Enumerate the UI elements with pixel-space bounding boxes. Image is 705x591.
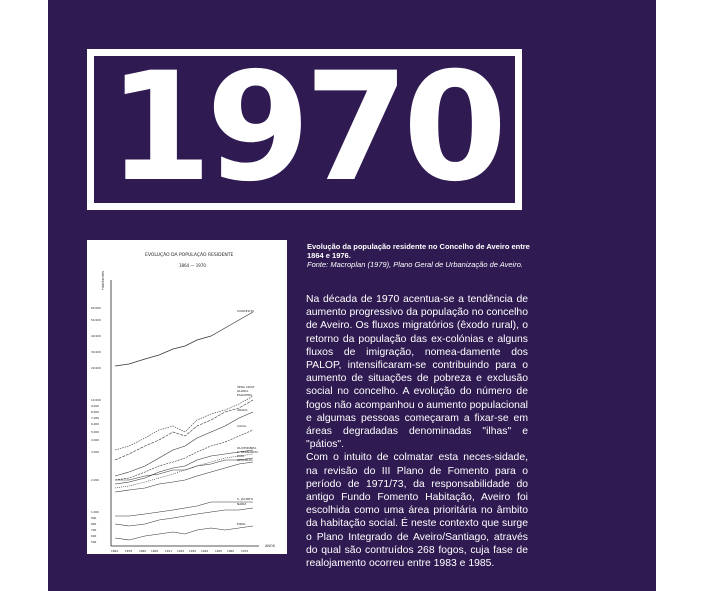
series-line-s-bernardo xyxy=(115,454,253,488)
caption-source: Fonte: Macroplan (1979), Plano Geral de Urbanização de Aveiro. xyxy=(307,260,523,269)
chart-y-ticks xyxy=(91,306,101,544)
series-line-oliveirinha xyxy=(115,450,253,484)
paragraph-2: Com o intuito de colmatar esta neces-sidade, na revisão do III Plano de Fomento para o período de 1971/73, da responsabilidade do antigo Fundo Fomento Habitação, Aveiro foi escolhida como uma área prioritária no âmbito da habitação social. É neste contexto que surge o Plano Integrado de Aveiro/Santiago, através do qual são contruídos 268 fogos, cuja fase de realojamento ocorreu entre 1983 e 1985. xyxy=(306,452,528,570)
series-label: GLÓRIA xyxy=(237,389,249,393)
series-label: NARIZ xyxy=(237,502,247,506)
series-line-cacia xyxy=(115,430,253,480)
series-line-vera-cruz xyxy=(115,396,253,450)
x-tick-label: 1930 xyxy=(189,549,197,553)
paragraph-1: Na década de 1970 acentua-se a tendência de aumento progressivo da população no concelho de Aveiro. Os fluxos migratórios (êxodo rural), o retorno da população das ex-colónias e alguns fluxos de imigração, nomea-damente dos PALOP, intensificaram-se contribuindo para o aumento de situações de pobreza e exclusão social no concelho. A evolução do número de fogos não acompanhou o aumento populacional e algumas pessoas começaram a fixar-se em áreas degradadas denominadas "ilhas" e "pátios". xyxy=(306,294,528,451)
series-label: ARADA xyxy=(237,408,248,412)
y-tick-label: 10.000 xyxy=(91,398,101,402)
series-line-eirol xyxy=(115,526,253,540)
y-tick-label: 60.000 xyxy=(91,306,101,310)
series-label: OLIVEIRINHA xyxy=(237,446,257,450)
caption-title: Evolução da população residente no Concelho de Aveiro entre 1864 e 1976. xyxy=(307,242,530,260)
x-tick-label: 1950 xyxy=(215,549,223,553)
y-tick-label: 800 xyxy=(91,522,97,526)
y-tick-label: 6.000 xyxy=(91,422,100,426)
y-tick-label: 4.000 xyxy=(91,438,100,442)
y-tick-label: 600 xyxy=(91,534,97,538)
population-chart-svg xyxy=(87,240,287,554)
x-tick-label: 1970 xyxy=(241,549,249,553)
y-tick-label: 9.000 xyxy=(91,404,100,408)
series-label: CACIA xyxy=(237,424,247,428)
y-tick-label: 700 xyxy=(91,528,97,532)
figure-caption xyxy=(307,242,547,269)
chart-x-unit: ANOS xyxy=(265,544,275,548)
series-label: CONCELHO xyxy=(237,309,254,313)
y-tick-label: 50.000 xyxy=(91,318,101,322)
series-line-concelho xyxy=(115,312,253,366)
x-tick-label: 1890 xyxy=(139,549,147,553)
series-label: EIXO xyxy=(237,454,245,458)
chart-y-unit: Habitantes xyxy=(101,270,105,290)
x-tick-label: 1960 xyxy=(227,549,235,553)
series-line-gloria xyxy=(115,400,253,460)
chart-x-ticks xyxy=(111,549,248,553)
y-tick-label: 30.000 xyxy=(91,350,101,354)
x-tick-label: 1911 xyxy=(165,549,173,553)
y-tick-label: 1.000 xyxy=(91,510,100,514)
y-tick-label: 2.000 xyxy=(91,478,100,482)
population-chart-image xyxy=(87,240,287,554)
series-label: EIROL xyxy=(237,522,246,526)
y-tick-label: 20.000 xyxy=(91,366,101,370)
x-tick-label: 1878 xyxy=(125,549,133,553)
y-tick-label: 900 xyxy=(91,516,97,520)
series-line-eixo xyxy=(115,458,253,480)
x-tick-label: 1920 xyxy=(177,549,185,553)
chart-title: EVOLUÇÃO DA POPULAÇÃO RESIDENTE xyxy=(145,253,234,258)
y-tick-label: 40.000 xyxy=(91,334,101,338)
y-tick-label: 5.000 xyxy=(91,430,100,434)
series-label: REQUEIXO xyxy=(237,458,253,462)
year-frame xyxy=(87,40,522,215)
series-label: S. BERNARDO xyxy=(237,450,258,454)
year-heading: 1970 xyxy=(107,40,502,215)
y-tick-label: 500 xyxy=(91,540,97,544)
series-label: ESGUEIRA xyxy=(237,393,253,397)
series-label: S. JACINTO xyxy=(237,497,254,501)
y-tick-label: 3.000 xyxy=(91,450,100,454)
chart-subtitle: 1864 — 1970 xyxy=(179,263,206,268)
series-line-s-jacinto xyxy=(115,502,253,516)
x-tick-label: 1864 xyxy=(111,549,119,553)
x-tick-label: 1900 xyxy=(151,549,159,553)
y-tick-label: 7.000 xyxy=(91,416,100,420)
y-tick-label: 8.000 xyxy=(91,410,100,414)
body-text xyxy=(306,293,528,570)
series-line-requeixo xyxy=(115,462,253,492)
x-tick-label: 1940 xyxy=(201,549,209,553)
series-label: VERA CRUZ xyxy=(237,385,255,389)
series-line-nariz xyxy=(115,508,253,526)
